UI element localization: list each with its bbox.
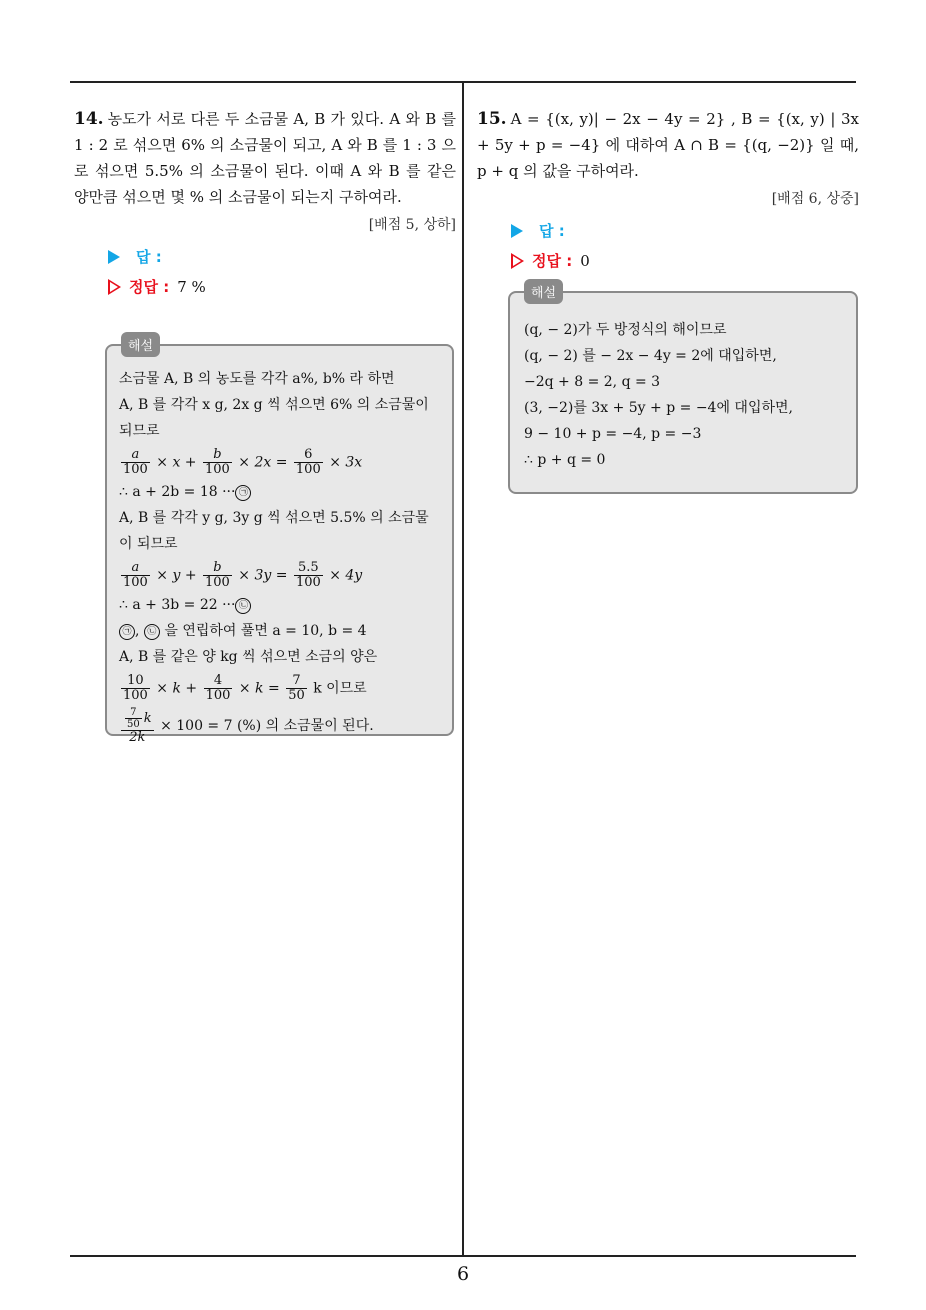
circled-marker: ㉡ [144,624,160,640]
solution-line: ∴ p + q = 0 [524,452,606,468]
solution-line: 되므로 [119,423,160,439]
question-number: 14. [74,109,104,129]
answer-blank-row[interactable] [511,218,859,244]
solution-tab: 해설 [121,332,160,357]
fraction: $\frac{5.5}{100}$ [295,560,321,590]
column-divider [462,82,464,1256]
outline-triangle-icon [511,253,524,269]
correct-answer-row [108,274,456,300]
fraction: $\frac{7}{50}$ k 2k [121,707,154,745]
equation-3: $\frac{10}{100}$ × k + $\frac{4}{100}$ × k = $\frac{7}{50}$ k 이므로 [123,673,367,703]
fraction: $\frac{6}{100}$ [295,447,321,477]
equation-4: $\frac{7}{50}$ k 2k × 100 = 7 (%) 의 소금물이 된다. [119,707,442,745]
solution-line: −2q + 8 = 2, q = 3 [524,374,661,390]
page-number: 6 [456,1263,470,1285]
solution-box-14 [105,339,454,745]
outline-triangle-icon [108,279,121,295]
score-label: [배점 5, 상하] [368,217,456,233]
solution-box-15 [508,286,858,494]
solution-line: (q, − 2) 를 − 2x − 4y = 2에 대입하면, [524,348,777,364]
question-number: 15. [477,109,507,129]
problem-15 [477,106,859,274]
solution-line: A, B 를 각각 x g, 2x g 씩 섞으면 6% 의 소금물이 [119,397,429,413]
fraction: $\frac{a}{100}$ [123,447,148,477]
correct-value: 0 [580,252,590,270]
circled-marker: ㉠ [235,485,251,501]
solution-line: A, B 를 각각 y g, 3y g 씩 섞으면 5.5% 의 소금물 [119,510,429,526]
fraction: $\frac{7}{50}$ [288,673,305,703]
question-14-text [74,106,456,210]
solution-line: ∴ a + 3b = 22 ··· ㉡ [119,592,442,618]
play-triangle-icon [108,250,120,264]
score-label: [배점 6, 상중] [771,191,859,207]
answer-label: 답 : [136,248,162,266]
play-triangle-icon [511,224,523,238]
solution-line: 소금물 A, B 의 농도를 각각 a%, b% 라 하면 [119,371,395,387]
correct-answer-row [511,248,859,274]
correct-value: 7 % [177,278,206,296]
correct-label: 정답 : [129,278,170,296]
correct-label: 정답 : [532,252,573,270]
bottom-rule [70,1255,856,1257]
circled-marker: ㉠ [119,624,135,640]
fraction: $\frac{a}{100}$ [123,560,148,590]
solution-line: 이 되므로 [119,536,178,552]
equation-1: $\frac{a}{100}$ × x + $\frac{b}{100}$ × 2x = $\frac{6}{100}$ × 3x [123,447,363,477]
solution-line: ∴ a + 2b = 18 ··· ㉠ [119,479,442,505]
solution-line: (3, −2)를 3x + 5y + p = −4에 대입하면, [524,400,793,416]
fraction: $\frac{b}{100}$ [205,560,230,590]
answer-label: 답 : [539,222,565,240]
solution-tab: 해설 [524,279,563,304]
question-body: A = {(x, y)| − 2x − 4y = 2} , B = {(x, y) | 3x + 5y + p = −4} 에 대하여 A ∩ B = {(q, −2)} 일 때, p + q 의 값을 구하여라. [477,110,859,180]
fraction: $\frac{4}{100}$ [205,673,231,703]
question-15-text [477,106,859,184]
solution-line: (q, − 2)가 두 방정식의 해이므로 [524,322,727,338]
fraction: $\frac{b}{100}$ [205,447,230,477]
answer-blank-row[interactable] [108,244,456,270]
equation-2: $\frac{a}{100}$ × y + $\frac{b}{100}$ × 3y = $\frac{5.5}{100}$ × 4y [123,560,363,590]
solution-line: ㉠ , ㉡ 을 연립하여 풀면 a = 10, b = 4 [119,618,442,644]
fraction: $\frac{10}{100}$ [123,673,148,703]
solution-line: A, B 를 같은 양 kg 씩 섞으면 소금의 양은 [119,649,378,665]
inner-fraction: $\frac{7}{50}$ [127,707,140,730]
question-body: 농도가 서로 다른 두 소금물 A, B 가 있다. A 와 B 를 1 : 2 로 섞으면 6% 의 소금물이 되고, A 와 B 를 1 : 3 으로 섞으면 5.5% 의 소금물이 된다. 이때 A 와 B 를 같은 양만큼 섞으면 몇 % 의 소금물이 되는지 구하여라. [74,110,456,206]
solution-line: 9 − 10 + p = −4, p = −3 [524,426,702,442]
problem-14 [74,106,456,300]
circled-marker: ㉡ [235,598,251,614]
